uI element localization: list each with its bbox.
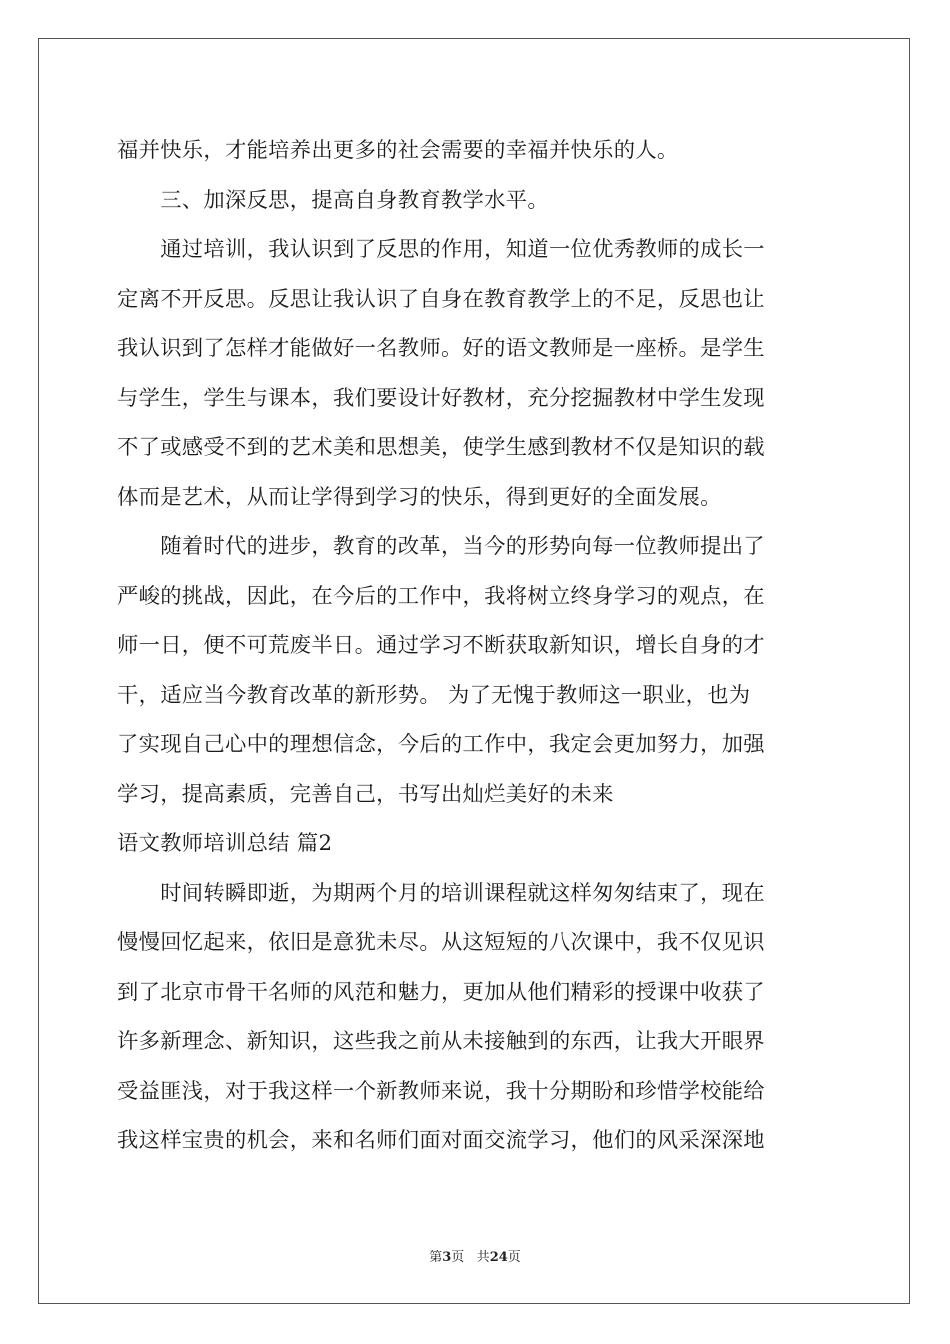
text-line: 我认识到了怎样才能做好一名教师。好的语文教师是一座桥。是学生 xyxy=(117,336,765,361)
text-line: 师一日，便不可荒废半日。通过学习不断获取新知识，增长自身的才 xyxy=(117,633,765,658)
text-line: 许多新理念、新知识，这些我之前从未接触到的东西，让我大开眼界 xyxy=(117,1029,765,1054)
page-suffix: 页 xyxy=(451,1250,465,1265)
text-line: 通过培训，我认识到了反思的作用，知道一位优秀教师的成长一 xyxy=(117,237,765,262)
text-line: 慢慢回忆起来，依旧是意犹未尽。从这短短的八次课中，我不仅见识 xyxy=(117,930,765,955)
text-line: 到了北京市骨干名师的风范和魅力，更加从他们精彩的授课中收获了 xyxy=(117,979,765,1005)
section-heading: 三、加深反思，提高自身教育教学水平。 xyxy=(117,187,549,213)
article-title: 语文教师培训总结 篇2 xyxy=(117,831,333,856)
text-line: 定离不开反思。反思让我认识了自身在教育教学上的不足，反思也让 xyxy=(117,286,765,312)
text-line: 随着时代的进步，教育的改革，当今的形势向每一位教师提出了 xyxy=(117,534,765,559)
text-line: 福并快乐，才能培养出更多的社会需要的幸福并快乐的人。 xyxy=(117,138,679,163)
text-line: 与学生，学生与课本，我们要设计好教材，充分挖掘教材中学生发现 xyxy=(117,385,765,411)
text-line: 体而是艺术，从而让学得到学习的快乐，得到更好的全面发展。 xyxy=(117,484,722,510)
text-line: 了实现自己心中的理想信念，今后的工作中，我定会更加努力，加强 xyxy=(117,732,765,757)
total-pages: 24 xyxy=(489,1250,508,1265)
total-prefix: 共 xyxy=(476,1250,490,1265)
text-line: 干，适应当今教育改革的新形势。 为了无愧于教师这一职业，也为 xyxy=(117,682,751,708)
text-line: 我这样宝贵的机会，来和名师们面对面交流学习，他们的风采深深地 xyxy=(117,1128,765,1153)
page-prefix: 第 xyxy=(429,1250,443,1265)
text-line: 不了或感受不到的艺术美和思想美，使学生感到教材不仅是知识的载 xyxy=(117,435,765,460)
text-line: 学习，提高素质，完善自己，书写出灿烂美好的未来 xyxy=(117,781,614,807)
text-line: 时间转瞬即逝，为期两个月的培训课程就这样匆匆结束了，现在 xyxy=(117,880,765,906)
total-suffix: 页 xyxy=(507,1250,521,1265)
page-footer xyxy=(0,1246,950,1265)
text-line: 受益匪浅，对于我这样一个新教师来说，我十分期盼和珍惜学校能给 xyxy=(117,1078,765,1104)
document-body xyxy=(117,126,837,1166)
text-line: 严峻的挑战，因此，在今后的工作中，我将树立终身学习的观点，在 xyxy=(117,583,765,609)
page-number: 3 xyxy=(442,1250,452,1265)
